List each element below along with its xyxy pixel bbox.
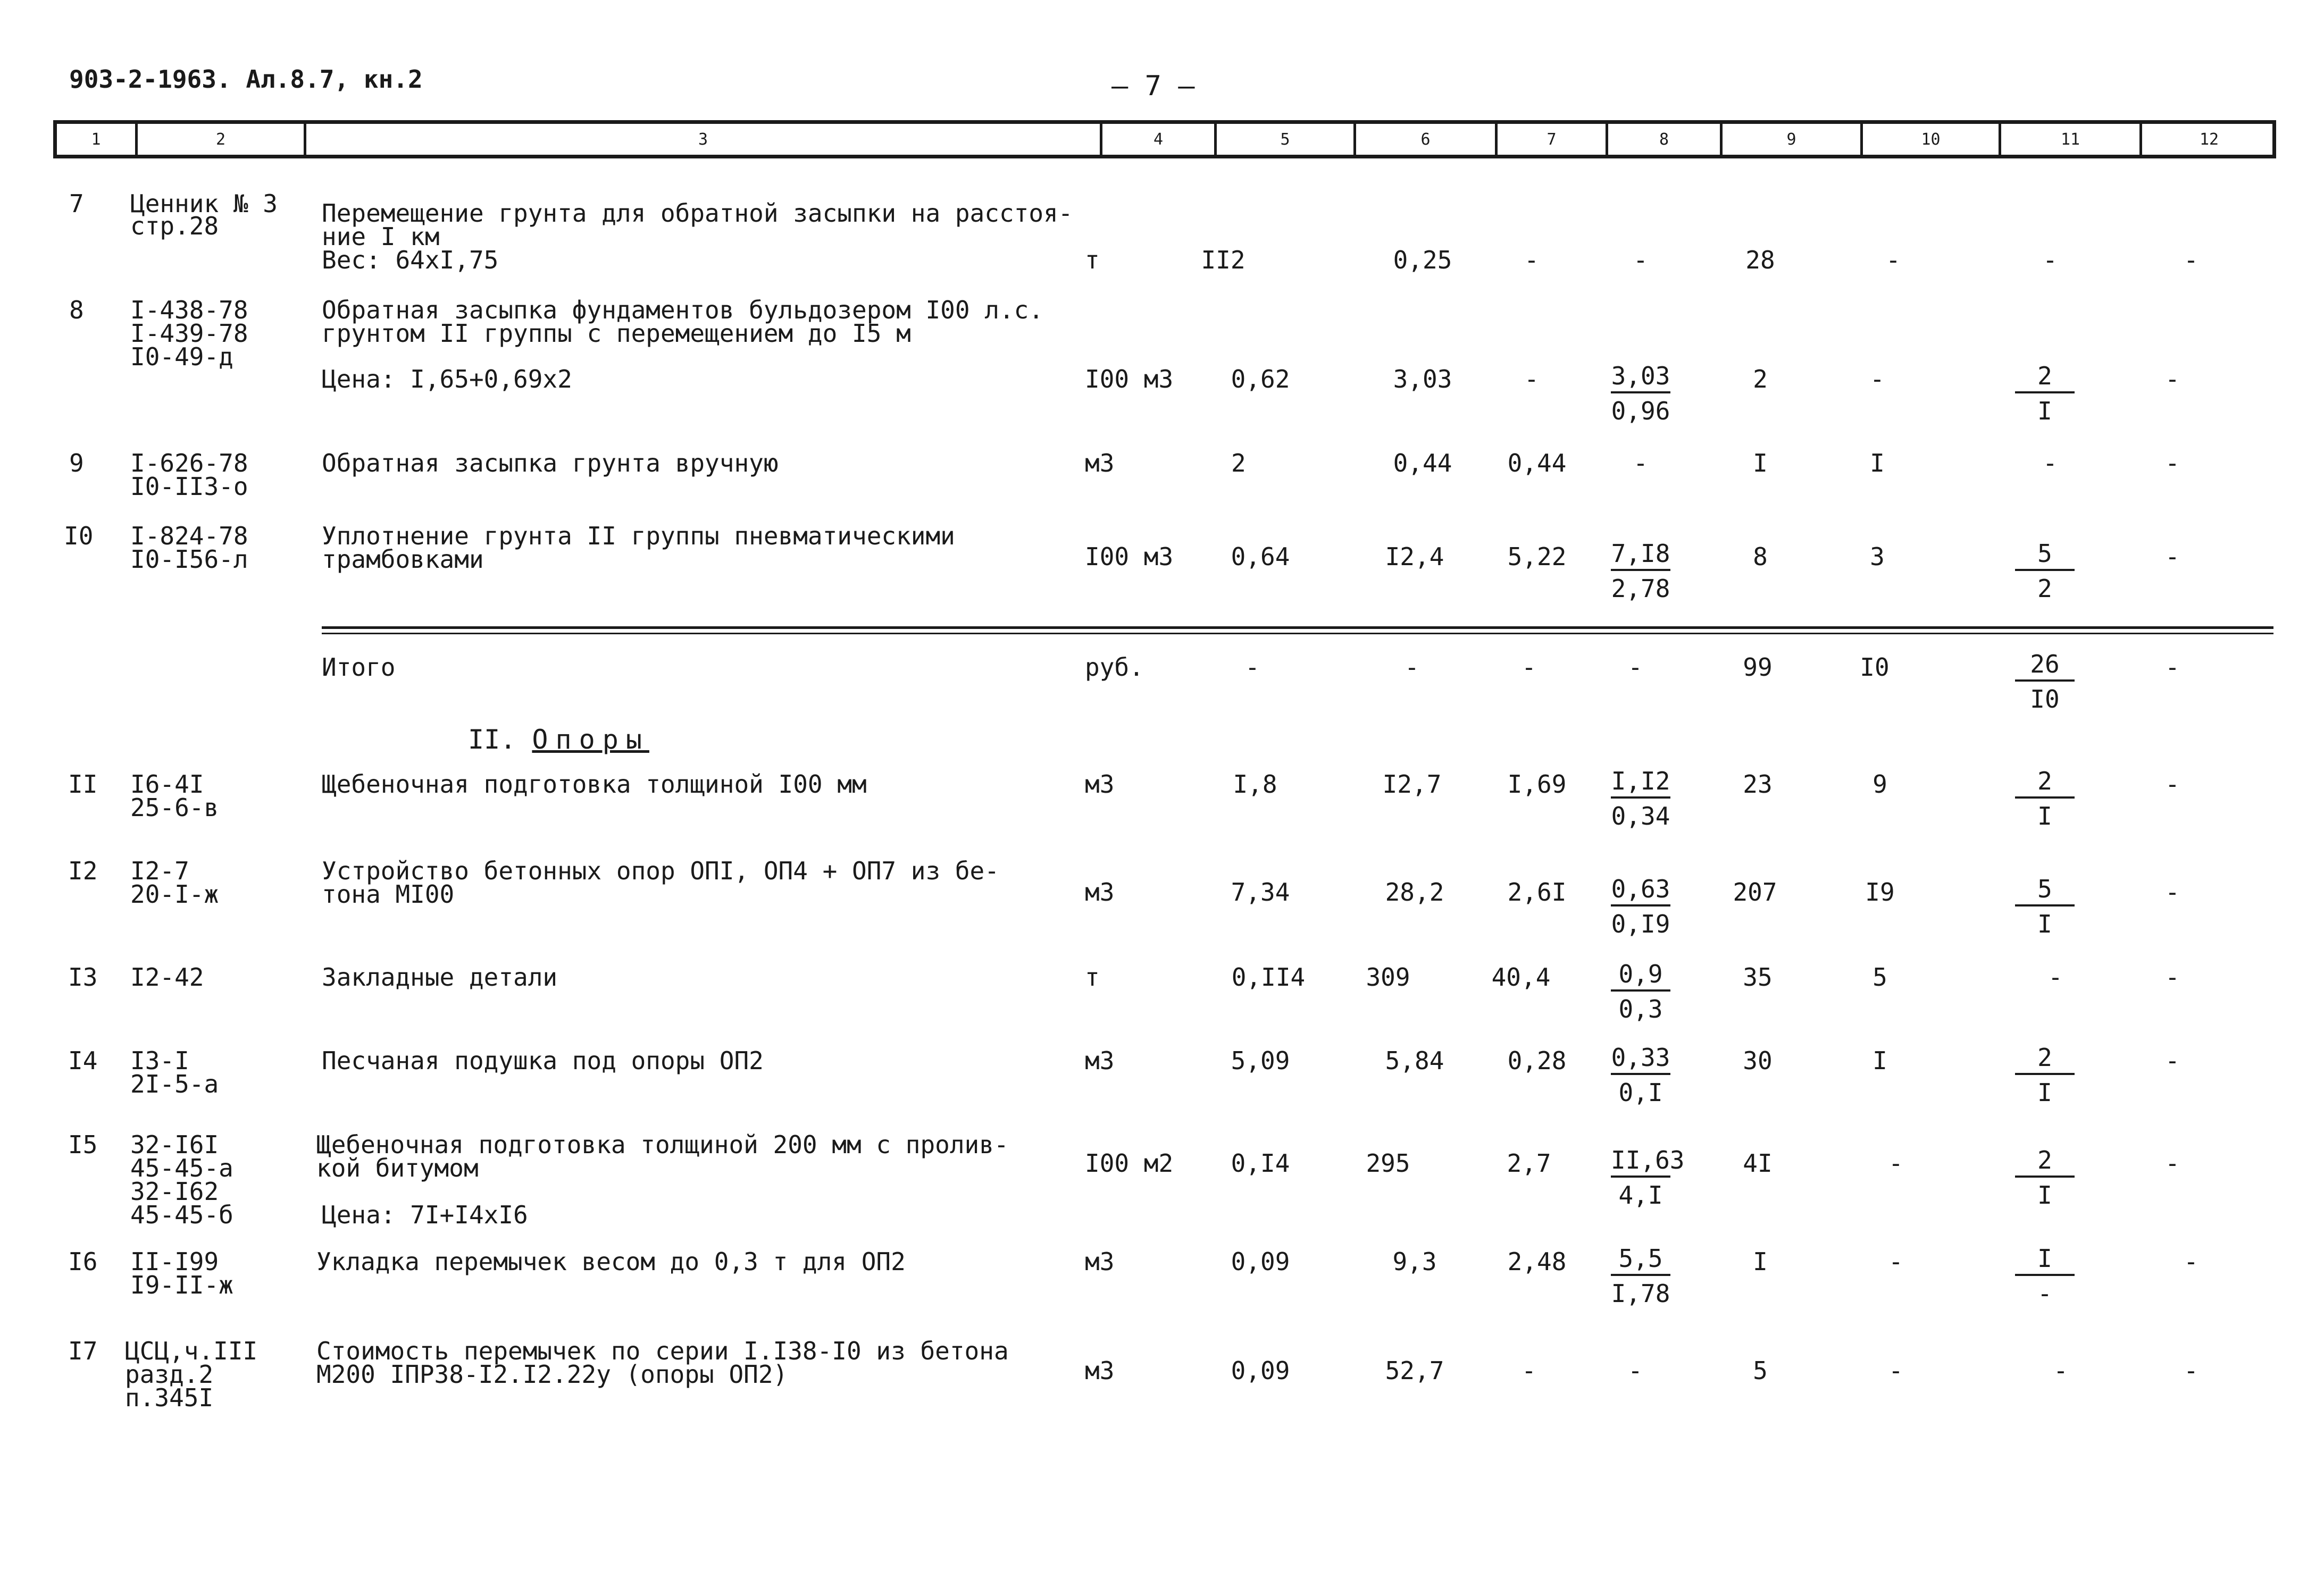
description-line: Обратная засыпка фундаментов бульдозером I00 л.с.: [322, 296, 1044, 324]
cell-col7: I,69: [1507, 770, 1567, 799]
code-line: I-824-78: [130, 522, 248, 550]
description-line: грунтом II группы с перемещением до I5 м: [322, 319, 911, 348]
section-title: Опоры: [532, 724, 649, 755]
cell-col8-fraction: [1587, 1243, 1694, 1311]
row-number: I5: [68, 1130, 98, 1159]
code-line: 32-I6I: [130, 1130, 219, 1159]
cell-col9: 207: [1733, 878, 1777, 906]
unit: I00 м2: [1085, 1149, 1174, 1178]
description-line: трамбовками: [322, 545, 484, 574]
cell-col8-fraction: [1587, 959, 1694, 1027]
fraction-numerator: I: [2015, 1243, 2075, 1276]
code-line: I2-7: [130, 857, 189, 885]
cell-col11: -: [2043, 246, 2058, 274]
cell-col12: -: [2165, 449, 2180, 477]
divider: [322, 633, 2273, 634]
cell-col9: 2: [1753, 365, 1768, 393]
code-line: II-I99: [130, 1247, 219, 1276]
document-code: 903-2-1963. Ал.8.7, кн.2: [69, 65, 423, 94]
cell-col8: -: [1628, 1356, 1643, 1385]
cell-col12: -: [2184, 1247, 2198, 1276]
cell-col6: 295: [1366, 1149, 1410, 1178]
cell-col5: 2: [1231, 449, 1246, 477]
column-header: 11: [1999, 124, 2139, 155]
cell-col9: 8: [1753, 542, 1768, 571]
description-line: ние I км: [322, 222, 440, 251]
cell-col7: 0,44: [1507, 449, 1567, 477]
unit: т: [1085, 963, 1100, 992]
section-heading: [468, 724, 649, 755]
cell-col12: -: [2165, 653, 2180, 682]
fraction-denominator: 0,I: [1618, 1078, 1663, 1107]
cell-col12: -: [2165, 542, 2180, 571]
unit: м3: [1085, 1356, 1115, 1385]
total-label: Итого: [322, 653, 396, 682]
column-header: 8: [1606, 124, 1720, 155]
code-line: I9-II-ж: [130, 1271, 233, 1299]
cell-col8: -: [1633, 449, 1648, 477]
cell-col9: 5: [1753, 1356, 1768, 1385]
cell-col11-fraction: [1992, 1145, 2098, 1213]
fraction-numerator: 3,03: [1611, 360, 1670, 393]
code-line: I0-49-д: [130, 342, 233, 371]
description-line: Устройство бетонных опор ОПI, ОП4 + ОП7 из бе-: [322, 857, 999, 885]
fraction-denominator: I: [2037, 802, 2052, 830]
cell-col9: I: [1753, 1247, 1768, 1276]
cell-col7: -: [1524, 246, 1539, 274]
description-line: Щебеночная подготовка толщиной 200 мм с пролив-: [316, 1130, 1009, 1159]
column-header-row: [53, 120, 2276, 158]
code-line: I6-4I: [130, 770, 204, 799]
column-header: 2: [135, 124, 304, 155]
cell-col9: 4I: [1743, 1149, 1773, 1178]
fraction-numerator: II,63: [1611, 1145, 1670, 1178]
fraction-denominator: I: [2037, 1181, 2052, 1210]
fraction-denominator: 2: [2037, 574, 2052, 603]
cell-col12: -: [2184, 1356, 2198, 1385]
cell-col8-fraction: [1587, 1042, 1694, 1110]
description-line: Перемещение грунта для обратной засыпки на расстоя-: [322, 199, 1073, 228]
row-number: I7: [68, 1337, 98, 1365]
row-number: I6: [68, 1247, 98, 1276]
code-line: ЦСЦ,ч.III: [125, 1337, 258, 1365]
cell-col7: -: [1524, 365, 1539, 393]
cell-col6: I2,4: [1385, 542, 1444, 571]
fraction-numerator: 26: [2015, 649, 2075, 682]
cell-col8-fraction: [1587, 874, 1694, 942]
row-number: 8: [69, 296, 84, 324]
cell-col6: 3,03: [1393, 365, 1452, 393]
cell-col11-fraction: [1992, 1243, 2098, 1311]
cell-col11-fraction: [1992, 360, 2098, 429]
description-line: Стоимость перемычек по серии I.I38-I0 из бетона: [316, 1337, 1009, 1365]
code-line: Ценник № 3: [130, 189, 278, 218]
cell-col5: -: [1245, 653, 1260, 682]
code-line: I0-II3-о: [130, 472, 248, 501]
cell-col6: -: [1405, 653, 1419, 682]
cell-col5: 5,09: [1231, 1046, 1290, 1075]
code-line: 45-45-а: [130, 1154, 233, 1182]
fraction-denominator: I: [2037, 1078, 2052, 1107]
code-line: 25-6-в: [130, 793, 219, 822]
cell-col10: I9: [1865, 878, 1895, 906]
code-line: стр.28: [130, 212, 219, 240]
unit: м3: [1085, 770, 1115, 799]
code-line: п.345I: [125, 1383, 214, 1412]
cell-col10: 3: [1870, 542, 1885, 571]
column-header: 10: [1860, 124, 1999, 155]
fraction-denominator: 0,3: [1618, 995, 1663, 1023]
cell-col11-fraction: [1992, 649, 2098, 717]
unit: руб.: [1085, 653, 1144, 682]
cell-col8-fraction: [1587, 1145, 1694, 1213]
cell-col10: 9: [1872, 770, 1887, 799]
column-header: 7: [1495, 124, 1606, 155]
fraction-denominator: 4,I: [1618, 1181, 1663, 1210]
code-line: 2I-5-а: [130, 1070, 219, 1098]
description-line: М200 IПР38-I2.I2.22у (опоры ОП2): [316, 1360, 788, 1389]
description-line: Песчаная подушка под опоры ОП2: [322, 1046, 764, 1075]
cell-col6: 309: [1366, 963, 1410, 992]
fraction-numerator: 5,5: [1611, 1243, 1670, 1276]
cell-col5: II2: [1201, 246, 1245, 274]
cell-col11: -: [2053, 1356, 2068, 1385]
cell-col9: 30: [1743, 1046, 1773, 1075]
code-line: 20-I-ж: [130, 880, 219, 909]
fraction-numerator: I,I2: [1611, 766, 1670, 799]
cell-col5: 0,09: [1231, 1247, 1290, 1276]
cell-col7: 40,4: [1491, 963, 1551, 992]
cell-col6: 52,7: [1385, 1356, 1444, 1385]
cell-col5: 0,64: [1231, 542, 1290, 571]
row-number: 9: [69, 449, 84, 477]
description-line: Щебеночная подготовка толщиной I00 мм: [322, 770, 867, 799]
cell-col10: I0: [1860, 653, 1890, 682]
column-header: 12: [2139, 124, 2276, 155]
page-number: — 7 —: [1111, 70, 1195, 102]
cell-col12: -: [2165, 963, 2180, 992]
description-line: Закладные детали: [322, 963, 558, 992]
cell-col7: 2,48: [1507, 1247, 1567, 1276]
row-number: II: [68, 770, 98, 799]
cell-col7: -: [1522, 1356, 1536, 1385]
cell-col8: -: [1633, 246, 1648, 274]
fraction-denominator: I: [2037, 910, 2052, 938]
fraction-numerator: 7,I8: [1611, 538, 1670, 571]
cell-col5: 0,09: [1231, 1356, 1290, 1385]
column-header: 4: [1100, 124, 1214, 155]
cell-col10: -: [1888, 1149, 1903, 1178]
cell-col5: 0,62: [1231, 365, 1290, 393]
cell-col8-fraction: [1587, 538, 1694, 606]
fraction-numerator: 0,63: [1611, 874, 1670, 906]
description-line: Уплотнение грунта II группы пневматическими: [322, 522, 955, 550]
fraction-denominator: 0,96: [1611, 397, 1670, 425]
cell-col11-fraction: [1992, 766, 2098, 834]
cell-col10: -: [1886, 246, 1901, 274]
fraction-numerator: 0,9: [1611, 959, 1670, 992]
unit: м3: [1085, 1247, 1115, 1276]
cell-col6: 9,3: [1392, 1247, 1437, 1276]
cell-col12: -: [2184, 246, 2198, 274]
cell-col9: 99: [1743, 653, 1773, 682]
code-line: разд.2: [125, 1360, 214, 1389]
fraction-numerator: 5: [2015, 538, 2075, 571]
cell-col9: 28: [1745, 246, 1775, 274]
cell-col11: -: [2043, 449, 2058, 477]
description-extra: Цена: 7I+I4хI6: [322, 1200, 528, 1229]
column-header: 1: [91, 130, 101, 149]
description-extra: Цена: I,65+0,69х2: [322, 365, 572, 393]
fraction-denominator: I0: [2030, 685, 2060, 713]
code-line: I-439-78: [130, 319, 248, 348]
description-line: Обратная засыпка грунта вручную: [322, 449, 779, 477]
code-line: I3-I: [130, 1046, 189, 1075]
code-line: I2-42: [130, 963, 204, 992]
cell-col10: I: [1870, 449, 1885, 477]
cell-col6: 0,25: [1393, 246, 1452, 274]
cell-col7: -: [1522, 653, 1536, 682]
column-header: 6: [1353, 124, 1495, 155]
row-number: I0: [64, 522, 94, 550]
row-number: I4: [68, 1046, 98, 1075]
cell-col10: -: [1888, 1356, 1903, 1385]
unit: т: [1085, 246, 1100, 274]
cell-col9: 23: [1743, 770, 1773, 799]
row-number: I3: [68, 963, 98, 992]
divider: [322, 626, 2273, 629]
fraction-numerator: 2: [2015, 360, 2075, 393]
code-line: 45-45-б: [130, 1200, 233, 1229]
fraction-denominator: I,78: [1611, 1279, 1670, 1308]
column-header: 3: [304, 124, 1100, 155]
cell-col7: 2,7: [1507, 1149, 1551, 1178]
fraction-numerator: 2: [2015, 766, 2075, 799]
fraction-numerator: 2: [2015, 1042, 2075, 1075]
unit: м3: [1085, 1046, 1115, 1075]
row-number: 7: [69, 189, 84, 218]
cell-col7: 5,22: [1507, 542, 1567, 571]
cell-col9: 35: [1743, 963, 1773, 992]
cell-col5: I,8: [1233, 770, 1277, 799]
fraction-denominator: 2,78: [1611, 574, 1670, 603]
cell-col10: -: [1888, 1247, 1903, 1276]
code-line: I0-I56-л: [130, 545, 248, 574]
cell-col11-fraction: [1992, 874, 2098, 942]
cell-col5: 7,34: [1231, 878, 1290, 906]
cell-col11: -: [2048, 963, 2063, 992]
cell-col8-fraction: [1587, 360, 1694, 429]
unit: I00 м3: [1085, 365, 1174, 393]
fraction-numerator: 5: [2015, 874, 2075, 906]
cell-col8-fraction: [1587, 766, 1694, 834]
column-header: 5: [1214, 124, 1353, 155]
cell-col8: -: [1628, 653, 1643, 682]
cell-col6: 5,84: [1385, 1046, 1444, 1075]
fraction-denominator: 0,34: [1611, 802, 1670, 830]
cell-col12: -: [2165, 1046, 2180, 1075]
unit: I00 м3: [1085, 542, 1174, 571]
cell-col9: I: [1753, 449, 1768, 477]
code-line: I-438-78: [130, 296, 248, 324]
cell-col7: 2,6I: [1507, 878, 1567, 906]
cell-col12: -: [2165, 878, 2180, 906]
cell-col12: -: [2165, 365, 2180, 393]
unit: м3: [1085, 878, 1115, 906]
column-header: 9: [1720, 124, 1860, 155]
fraction-numerator: 2: [2015, 1145, 2075, 1178]
cell-col6: I2,7: [1382, 770, 1442, 799]
cell-col6: 0,44: [1393, 449, 1452, 477]
code-line: I-626-78: [130, 449, 248, 477]
cell-col12: -: [2165, 1149, 2180, 1178]
fraction-denominator: -: [2037, 1279, 2052, 1308]
cell-col11-fraction: [1992, 1042, 2098, 1110]
cell-col6: 28,2: [1385, 878, 1444, 906]
cell-col7: 0,28: [1507, 1046, 1567, 1075]
cell-col5: 0,I4: [1231, 1149, 1290, 1178]
cell-col10: -: [1870, 365, 1885, 393]
fraction-denominator: 0,I9: [1611, 910, 1670, 938]
unit: м3: [1085, 449, 1115, 477]
cell-col10: I: [1872, 1046, 1887, 1075]
code-line: 32-I62: [130, 1177, 219, 1206]
cell-col10: 5: [1872, 963, 1887, 992]
description-line: кой битумом: [316, 1154, 479, 1182]
cell-col5: 0,II4: [1231, 963, 1306, 992]
cell-col12: -: [2165, 770, 2180, 799]
row-number: I2: [68, 857, 98, 885]
fraction-numerator: 0,33: [1611, 1042, 1670, 1075]
description-extra: Вес: 64хI,75: [322, 246, 499, 274]
description-line: Укладка перемычек весом до 0,3 т для ОП2: [316, 1247, 906, 1276]
description-line: тона МI00: [322, 880, 455, 909]
cell-col11-fraction: [1992, 538, 2098, 606]
fraction-denominator: I: [2037, 397, 2052, 425]
section-number: II.: [468, 724, 516, 755]
